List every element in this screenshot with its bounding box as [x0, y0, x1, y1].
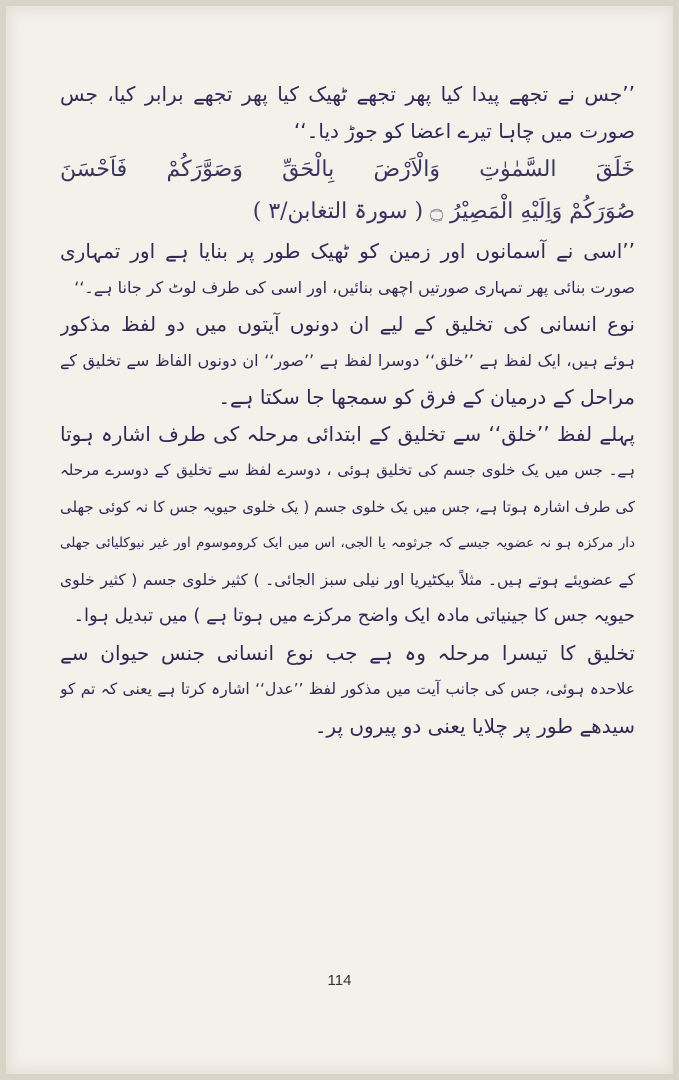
text-line: کے عضویئے ہوتے ہیں۔ مثلاً بیکٹیریا اور نیلی سبز الجائی۔ ) کثیر خلوی جسم ( کثیر خلوی	[60, 570, 635, 589]
text-line: ہے۔ جس میں یک خلوی جسم کی تخلیق ہوئی ، دوسرے لفظ سے تخلیق کے دوسرے مرحلہ	[60, 461, 635, 479]
page-number: 114	[327, 972, 352, 989]
text-line: صورت بنائی پھر تمہاری صورتیں اچھی بنائیں، اور اسی کی طرف لوٹ کر جانا ہے۔‘‘	[74, 277, 635, 297]
text-line: دار مرکزہ ہو نہ عضویہ جیسے کہ جرثومہ یا الجی، اس میں ایک کروموسوم اور غیر نیوکلیائی جھلی	[60, 535, 635, 551]
text-line: علاحدہ ہوئی، جس کی جانب آیت میں مذکور لفظ ’’عدل‘‘ اشارہ کرتا ہے یعنی کہ تم کو	[60, 680, 635, 698]
text-line: حیویہ جس کا جینیاتی مادہ ایک واضح مرکزے میں ہوتا ہے ) میں تبدیل ہوا۔	[73, 605, 635, 626]
text-line: صورت میں چاہا تیرے اعضا کو جوڑ دیا۔‘‘	[293, 118, 635, 143]
text-line: مراحل کے درمیان کے فرق کو سمجھا جا سکتا ہے۔	[218, 385, 635, 409]
text-line: ’’اسی نے آسمانوں اور زمین کو ٹھیک طور پر بنایا ہے اور تمہاری	[60, 239, 635, 263]
text-line: ہوئے ہیں، ایک لفظ ہے ’’خلق‘‘ دوسرا لفظ ہے ’’صور‘‘ ان دونوں الفاظ سے تخلیق کے	[60, 350, 635, 370]
book-page	[6, 6, 673, 1074]
quran-verse-line: خَلَقَ السَّمٰوٰتِ وَالْاَرْضَ بِالْحَقِّ وَصَوَّرَكُمْ فَاَحْسَنَ	[60, 157, 635, 182]
text-line: سیدھے طور پر چلایا یعنی دو پیروں پر۔	[314, 713, 635, 738]
text-line: کی طرف اشارہ ہوتا ہے، جس میں یک خلوی جسم ( یک خلوی حیویہ جس کا نہ کوئی جھلی	[60, 497, 635, 516]
text-line: تخلیق کا تیسرا مرحلہ وہ ہے جب نوع انسانی جنس حیوان سے	[60, 640, 635, 665]
text-line: پہلے لفظ ’’خلق‘‘ سے تخلیق کے ابتدائی مرحلہ کی طرف اشارہ ہوتا	[60, 421, 635, 446]
quran-verse-line: صُوَرَكُمْ وَاِلَيْهِ الْمَصِيْرُ ۝ ( سورۃ التغابن/۳ )	[252, 199, 635, 224]
text-line: ’’جس نے تجھے پیدا کیا پھر تجھے ٹھیک کیا پھر تجھے برابر کیا، جس	[60, 82, 635, 106]
page-body	[60, 76, 635, 744]
text-line: نوع انسانی کی تخلیق کے لیے ان دونوں آیتوں میں دو لفظ مذکور	[60, 312, 635, 336]
